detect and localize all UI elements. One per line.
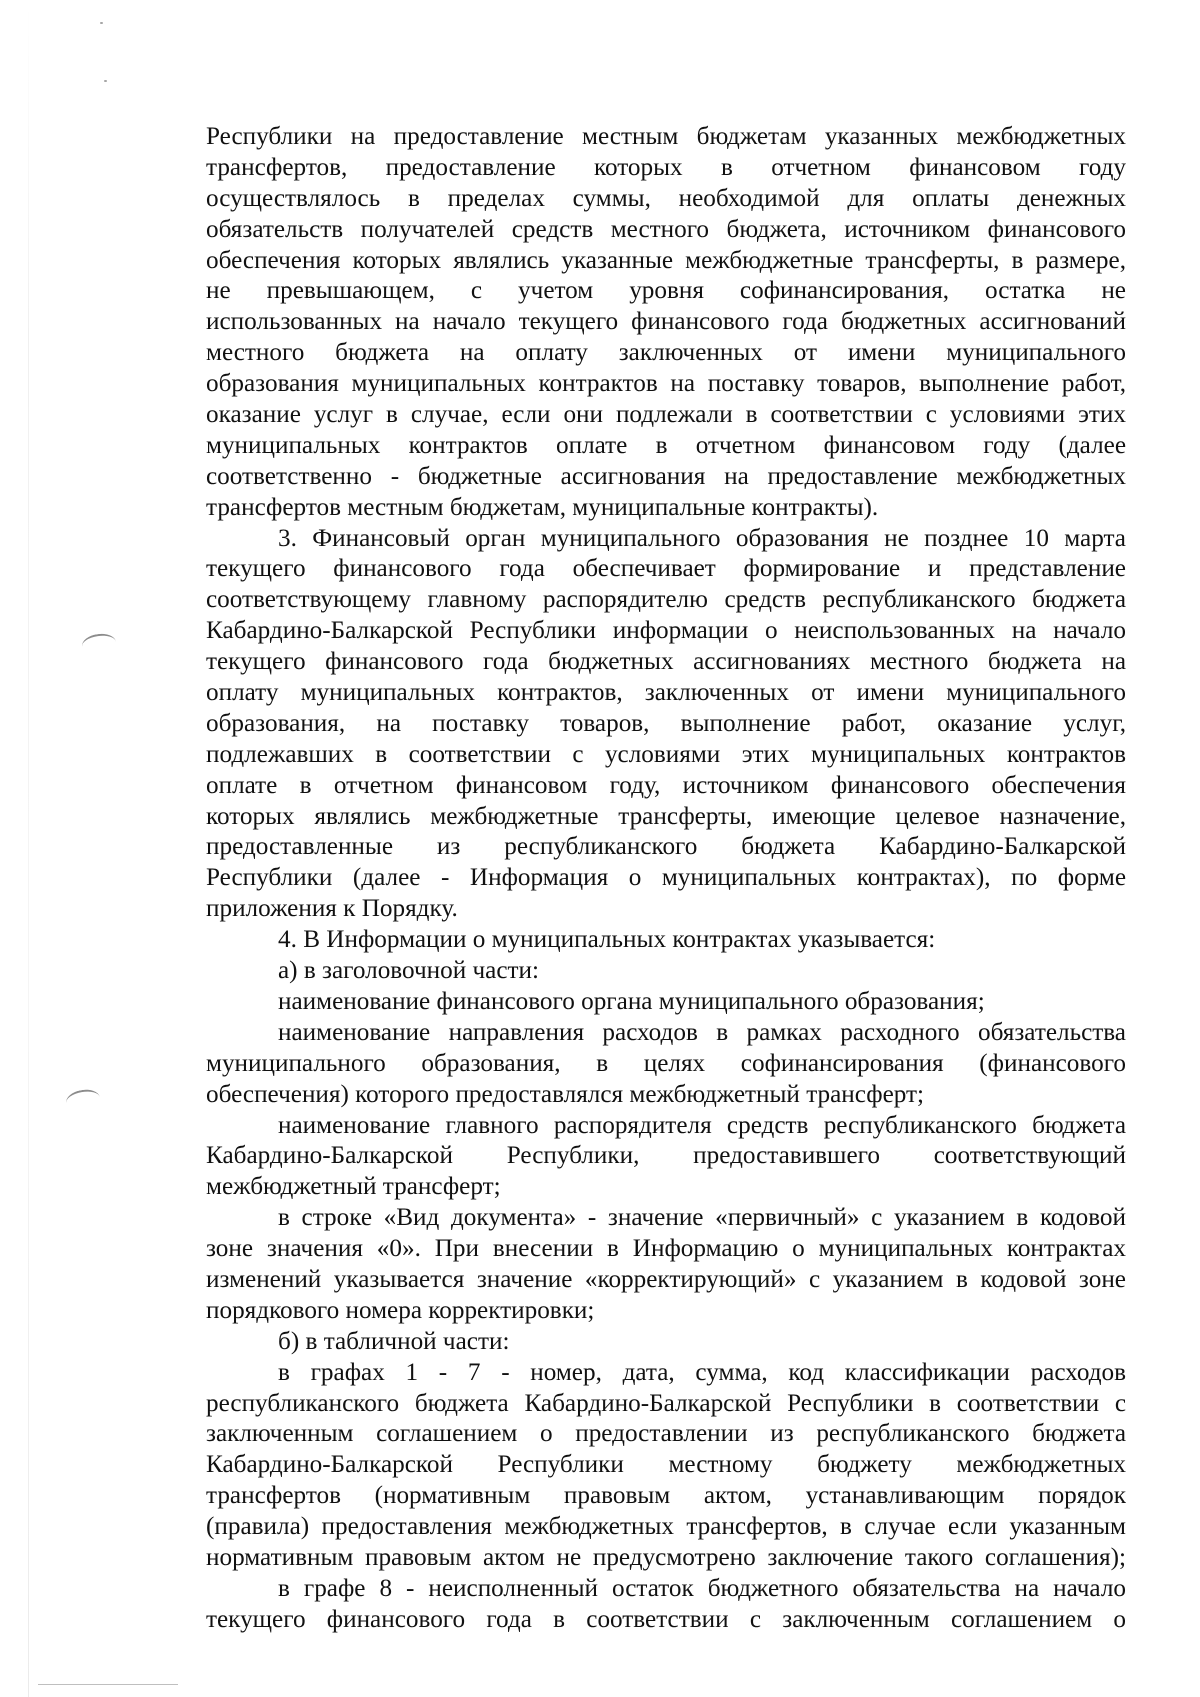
text-line: образования, на поставку товаров, выполнение работ, оказание услуг, xyxy=(206,709,1126,737)
text-line: соответствующему главному распорядителю средств республиканского бюджета xyxy=(206,586,1126,614)
text-line: приложения к Порядку. xyxy=(206,895,458,923)
text-line: оплате в отчетном финансовом году, источником финансового обеспечения xyxy=(206,771,1126,799)
document-body xyxy=(206,122,1126,1636)
text-line: изменений указывается значение «корректирующий» с указанием в кодовой зоне xyxy=(206,1265,1126,1293)
text-line: обеспечения которых являлись указанные межбюджетные трансферты, в размере, xyxy=(206,246,1126,274)
text-line: зоне значения «0». При внесении в Информацию о муниципальных контрактах xyxy=(206,1235,1126,1263)
text-line: трансфертов (нормативным правовым актом, устанавливающим порядок xyxy=(206,1482,1126,1510)
punch-hole-mark xyxy=(81,632,117,657)
text-line: Кабардино-Балкарской Республики местному бюджету межбюджетных xyxy=(206,1451,1126,1479)
text-line: которых являлись межбюджетные трансферты, имеющие целевое назначение, xyxy=(206,802,1126,830)
text-line: а) в заголовочной части: xyxy=(278,957,539,985)
text-line: Кабардино-Балкарской Республики информации о неиспользованных на начало xyxy=(206,617,1126,645)
text-line: образования муниципальных контрактов на поставку товаров, выполнение работ, xyxy=(206,370,1126,398)
text-line: трансфертов местным бюджетам, муниципальные контракты). xyxy=(206,493,879,521)
text-line: осуществлялось в пределах суммы, необходимой для оплаты денежных xyxy=(206,184,1126,212)
text-line: (правила) предоставления межбюджетных трансфертов, в случае если указанным xyxy=(206,1513,1126,1541)
punch-hole-mark xyxy=(65,1087,102,1113)
text-line: трансфертов, предоставление которых в отчетном финансовом году xyxy=(206,153,1126,181)
text-line: Республики на предоставление местным бюджетам указанных межбюджетных xyxy=(206,123,1126,150)
text-line: текущего финансового года в соответствии с заключенным соглашением о xyxy=(206,1605,1126,1633)
text-line: 3. Финансовый орган муниципального образования не позднее 10 марта xyxy=(278,524,1126,552)
text-line: предоставленные из республиканского бюджета Кабардино-Балкарской xyxy=(206,833,1126,861)
text-line: обязательств получателей средств местного бюджета, источником финансового xyxy=(206,215,1126,243)
text-line: оплату муниципальных контрактов, заключенных от имени муниципального xyxy=(206,679,1126,707)
text-line: муниципальных контрактов оплате в отчетном финансовом году (далее xyxy=(206,431,1126,459)
text-line: подлежавших в соответствии с условиями этих муниципальных контрактов xyxy=(206,740,1126,768)
text-line: не превышающем, с учетом уровня софинансирования, остатка не xyxy=(206,277,1126,305)
text-line: текущего финансового года бюджетных ассигнованиях местного бюджета на xyxy=(206,648,1126,676)
text-line: порядкового номера корректировки; xyxy=(206,1296,595,1324)
scan-speck xyxy=(100,22,103,24)
text-line: муниципального образования, в целях софинансирования (финансового xyxy=(206,1049,1126,1077)
text-line: нормативным правовым актом не предусмотрено заключение такого соглашения); xyxy=(206,1543,1126,1571)
text-line: в графе 8 - неисполненный остаток бюджетного обязательства на начало xyxy=(278,1574,1126,1602)
text-line: б) в табличной части: xyxy=(278,1327,510,1355)
text-line: наименование главного распорядителя средств республиканского бюджета xyxy=(278,1111,1126,1139)
scan-bottom-line xyxy=(38,1684,178,1685)
text-line: Республики (далее - Информация о муниципальных контрактах), по форме xyxy=(206,864,1126,892)
text-line: наименование направления расходов в рамках расходного обязательства xyxy=(278,1018,1126,1046)
text-line: использованных на начало текущего финансового года бюджетных ассигнований xyxy=(206,308,1126,336)
scan-edge-shadow xyxy=(28,0,29,1697)
text-line: заключенным соглашением о предоставлении из республиканского бюджета xyxy=(206,1420,1126,1448)
text-line: межбюджетный трансферт; xyxy=(206,1173,501,1201)
text-line: обеспечения) которого предоставлялся межбюджетный трансферт; xyxy=(206,1080,925,1108)
text-line: текущего финансового года обеспечивает формирование и представление xyxy=(206,555,1126,583)
text-line: Кабардино-Балкарской Республики, предоставившего соответствующий xyxy=(206,1142,1126,1170)
text-line: местного бюджета на оплату заключенных от имени муниципального xyxy=(206,339,1126,367)
text-line: 4. В Информации о муниципальных контрактах указывается: xyxy=(278,926,936,954)
text-line: соответственно - бюджетные ассигнования на предоставление межбюджетных xyxy=(206,462,1126,490)
text-line: республиканского бюджета Кабардино-Балкарской Республики в соответствии с xyxy=(206,1389,1126,1417)
text-line: наименование финансового органа муниципального образования; xyxy=(278,987,985,1015)
text-line: в графах 1 - 7 - номер, дата, сумма, код классификации расходов xyxy=(278,1358,1126,1386)
scan-speck xyxy=(104,80,107,82)
text-line: оказание услуг в случае, если они подлежали в соответствии с условиями этих xyxy=(206,401,1126,429)
text-line: в строке «Вид документа» - значение «первичный» с указанием в кодовой xyxy=(278,1204,1126,1232)
